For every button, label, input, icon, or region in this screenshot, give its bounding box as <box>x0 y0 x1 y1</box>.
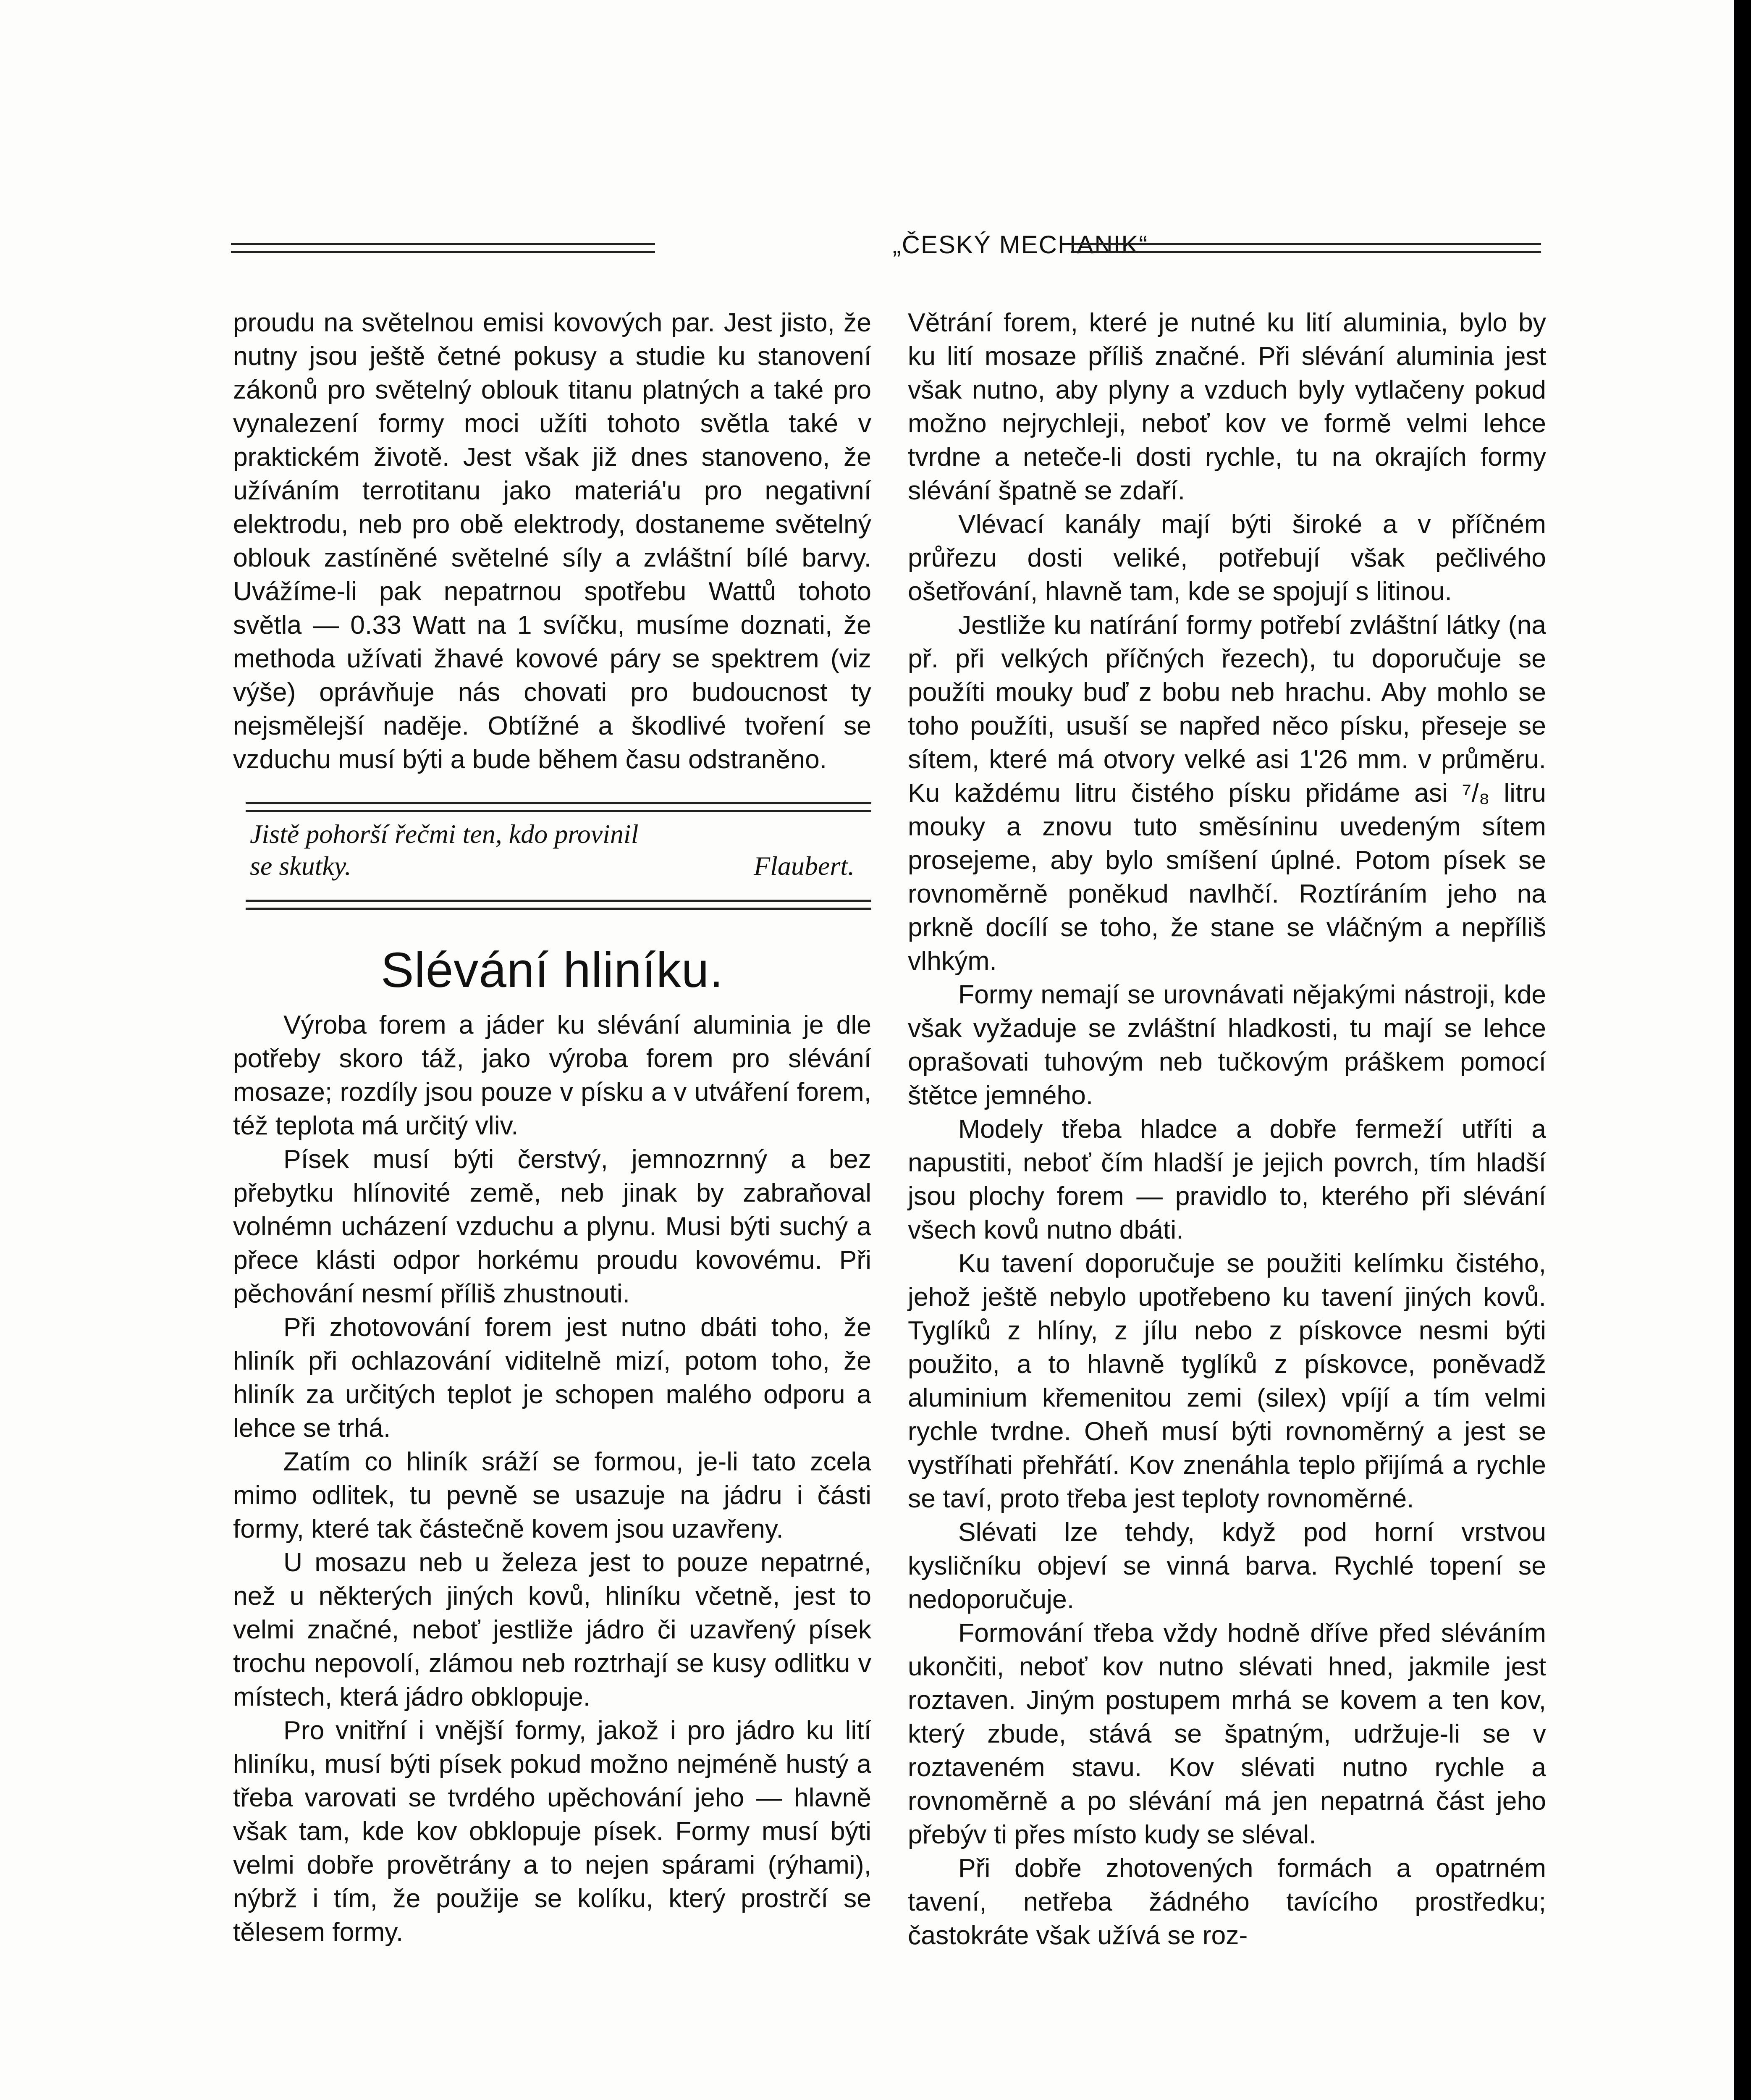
article-title: Slévání hliníku. <box>380 942 724 998</box>
left-column <box>233 306 871 1949</box>
paragraph: Formování třeba vždy hodně dříve před sléváním ukončiti, neboť kov nutno slévati hned, jakmile jest roztaven. Jiným postupem mrhá se kovem a ten kov, který zbude, stává se špatným, udržuje-li se v roztaveném stavu. Kov slévati nutno rychle a rovnoměrně a po slévání má jen nepatrná část jeho přebýv ti přes místo kudy se sléval. <box>908 1618 1546 1849</box>
paragraph: Modely třeba hladce a dobře fermeží utříti a napustiti, neboť čím hladší je jejich povrch, tím hladší jsou plochy forem — pravidlo to, kterého při slévání všech kovů nutno dbáti. <box>908 1114 1546 1244</box>
paragraph: Výroba forem a jáder ku slévání aluminia je dle potřeby skoro táž, jako výroba forem pro slévání mosaze; rozdíly jsou pouze v písku a v utváření forem, též teplota má určitý vliv. <box>233 1010 871 1140</box>
epigraph-quote <box>233 814 871 886</box>
header-rule-right <box>1071 243 1541 253</box>
paragraph: Slévati lze tehdy, když pod horní vrstvou kysličníku objeví se vinná barva. Rychlé topení se nedoporučuje. <box>908 1517 1546 1614</box>
paragraph: Písek musí býti čerstvý, jemnozrnný a bez přebytku hlínovité země, neb jinak by zabraňoval volnémn ucházení vzduchu a plynu. Musi býti suchý a přece klásti odpor horkému proudu kovovému. Při pěchování nesmí příliš zhustnouti. <box>233 1144 871 1308</box>
right-column <box>908 306 1546 1952</box>
paragraph: U mosazu neb u železa jest to pouze nepatrné, než u některých jiných kovů, hliníku včetně, jest to velmi značné, neboť jestliže jádro či uzavřený písek trochu nepovolí, zlámou neb roztrhají se kusy odlitku v místech, která jádro obklopuje. <box>233 1548 871 1712</box>
quote-line: se skutky. <box>250 851 351 881</box>
intro-paragraph: proudu na světelnou emisi kovových par. Jest jisto, že nutny jsou ještě četné pokusy a studie ku stanovení zákonů pro světelný oblouk titanu platných a také pro vynalezení formy moci užíti tohoto světla také v praktickém životě. Jest však již dnes stanoveno, že užíváním terrotitanu jako materiá'u pro negativní elektrodu, neb pro obě elektrody, dostaneme světelný oblouk zastíněné světelné síly a zvláštní bílé barvy. Uvážíme-li pak nepatrnou spotřebu Wattů tohoto světla — 0.33 Watt na 1 svíčku, musíme doznati, že methoda užívati žhavé kovové páry se spektrem (viz výše) oprávňuje nás chovati pro budoucnost ty nejsmělejší naděje. Obtížné a škodlivé tvoření se vzduchu musí býti a bude během času odstraněno. <box>233 308 871 774</box>
quote-line: Jistě pohorší řečmi ten, kdo provinil <box>250 819 639 849</box>
divider-top <box>233 797 871 814</box>
paragraph: Pro vnitřní i vnější formy, jakož i pro jádro ku lití hliníku, musí býti písek pokud možno nejméně hustý a třeba varovati se tvrdého upěchování jeho — hlavně však tam, kde kov obklopuje písek. Formy musí býti velmi dobře provětrány a to nejen spárami (rýhami), nýbrž i tím, že použije se kolíku, který prostrčí se tělesem formy. <box>233 1716 871 1947</box>
scan-edge <box>1734 0 1751 2100</box>
paragraph: Jestliže ku natírání formy potřebí zvláštní látky (na př. při velkých příčných řezech), tu doporučuje se použíti mouky buď z bobu neb hrachu. Aby mohlo se toho použíti, usuší se napřed něco písku, přeseje se sítem, které má otvory velké asi 1'26 mm. v průměru. Ku každému litru čistého písku přidáme asi ⁷/₈ litru mouky a znovu tuto směsíninu uvedeným sítem prosejeme, aby bylo smíšení úplné. Potom písek se rovnoměrně poněkud navlhčí. Roztíráním jeho na prkně docílí se toho, že stane se vláčným a nepříliš vlhkým. <box>908 610 1546 976</box>
paragraph: Zatím co hliník sráží se formou, je-li tato zcela mimo odlitek, tu pevně se usazuje na jádru i části formy, které tak částečně kovem jsou uzavřeny. <box>233 1447 871 1544</box>
journal-title: „ČESKÝ MECHANIK“ <box>892 231 1148 259</box>
paragraph: Větrání forem, které je nutné ku lití aluminia, bylo by ku lití mosaze příliš značné. Při slévání aluminia jest však nutno, aby plyny a vzduch byly vytlačeny pokud možno nejrychleji, neboť kov ve formě velmi lehce tvrdne a neteče-li dosti rychle, tu na okrajích formy slévání špatně se zdaří. <box>908 308 1546 505</box>
header-rule-left <box>231 243 655 253</box>
divider-bottom <box>233 895 871 911</box>
paragraph: Při dobře zhotovených formách a opatrném tavení, netřeba žádného tavícího prostředku; častokráte však užívá se roz- <box>908 1853 1546 1950</box>
paragraph: Při zhotovování forem jest nutno dbáti toho, že hliník při ochlazování viditelně mizí, potom toho, že hliník za určitých teplot je schopen malého odporu a lehce se trhá. <box>233 1312 871 1443</box>
running-header <box>231 230 1541 264</box>
paragraph: Formy nemají se urovnávati nějakými nástroji, kde však vyžaduje se zvláštní hladkosti, tu mají se lehce oprašovati tuhovým neb tučkovým práškem pomocí štětce jemného. <box>908 980 1546 1110</box>
paragraph: Vlévací kanály mají býti široké a v příčném průřezu dosti veliké, potřebují však pečlivého ošetřování, hlavně tam, kde se spojují s litinou. <box>908 509 1546 606</box>
paragraph: Ku tavení doporučuje se použiti kelímku čistého, jehož ještě nebylo upotřebeno ku tavení jiných kovů. Tyglíků z hlíny, z jílu nebo z pískovce nesmi býti použito, a to hlavně tyglíků z pískovce, poněvadž aluminium křemenitou zemi (silex) vpíjí a tím velmi rychle tvrdne. Oheň musí býti rovnoměrný a jest se vystříhati přehřátí. Kov znenáhla teplo přijímá a rychle se taví, proto třeba jest teploty rovnoměrné. <box>908 1249 1546 1513</box>
quote-author: Flaubert. <box>754 851 855 881</box>
